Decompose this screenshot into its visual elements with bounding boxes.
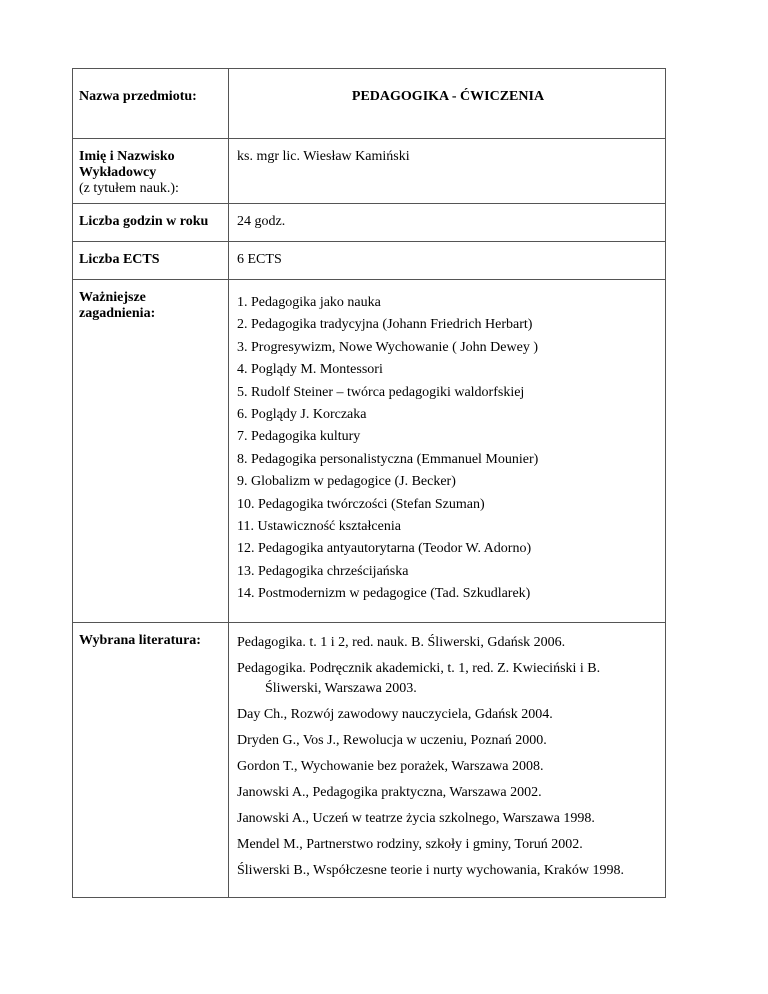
literature-item: Mendel M., Partnerstwo rodziny, szkoły i gminy, Toruń 2002. (237, 836, 583, 852)
topic-item: 2. Pedagogika tradycyjna (Johann Friedrich Herbart) (237, 317, 533, 333)
literature-item: Dryden G., Vos J., Rewolucja w uczeniu, Poznań 2000. (237, 732, 547, 748)
literature-label-cell (73, 622, 229, 897)
hours-value: 24 godz. (229, 204, 666, 242)
literature-item: Śliwerski B., Współczesne teorie i nurty wychowania, Kraków 1998. (237, 862, 624, 878)
subject-value: PEDAGOGIKA - ĆWICZENIA (229, 69, 666, 139)
topic-item: 7. Pedagogika kultury (237, 429, 361, 445)
literature-row (73, 622, 666, 897)
subject-label: Nazwa przedmiotu: (79, 89, 197, 104)
ects-value: 6 ECTS (229, 242, 666, 280)
topic-item: 5. Rudolf Steiner – twórca pedagogiki waldorfskiej (237, 384, 525, 400)
lecturer-label-line-1: Imię i Nazwisko (79, 149, 175, 164)
topic-item: 11. Ustawiczność kształcenia (237, 519, 401, 535)
topic-item: 14. Postmodernizm w pedagogice (Tad. Szkudlarek) (237, 586, 531, 602)
topics-label: Ważniejsze zagadnienia: (79, 290, 156, 321)
literature-item: Janowski A., Pedagogika praktyczna, Warszawa 2002. (237, 784, 542, 800)
hours-row (73, 204, 666, 242)
topic-item: 1. Pedagogika jako nauka (237, 295, 381, 310)
literature-item: Pedagogika. t. 1 i 2, red. nauk. B. Śliwerski, Gdańsk 2006. (237, 634, 566, 650)
topics-label-cell (73, 280, 229, 623)
topic-item: 9. Globalizm w pedagogice (J. Becker) (237, 474, 456, 490)
topics-cell (229, 280, 666, 623)
hours-label-cell (73, 204, 229, 242)
lecturer-value: ks. mgr lic. Wiesław Kamiński (229, 139, 666, 204)
literature-item: Gordon T., Wychowanie bez porażek, Warszawa 2008. (237, 758, 544, 774)
literature-cell (229, 622, 666, 897)
literature-item: Pedagogika. Podręcznik akademicki, t. 1, red. Z. Kwieciński i B. Śliwerski, Warszawa 2003. (237, 660, 601, 696)
literature-list (237, 633, 659, 881)
topics-row (73, 280, 666, 623)
topic-item: 3. Progresywizm, Nowe Wychowanie ( John Dewey ) (237, 339, 538, 355)
ects-label-cell (73, 242, 229, 280)
topic-item: 10. Pedagogika twórczości (Stefan Szuman) (237, 496, 485, 512)
lecturer-row (73, 139, 666, 204)
literature-item: Day Ch., Rozwój zawodowy nauczyciela, Gdańsk 2004. (237, 706, 553, 722)
topics-list (237, 292, 659, 606)
course-info-table (72, 68, 666, 898)
subject-label-cell (73, 69, 229, 139)
topic-item: 6. Poglądy J. Korczaka (237, 407, 367, 423)
lecturer-label-cell (73, 139, 229, 204)
topic-item: 12. Pedagogika antyautorytarna (Teodor W. Adorno) (237, 541, 532, 557)
ects-label: Liczba ECTS (79, 252, 160, 267)
subject-row (73, 69, 666, 139)
lecturer-label-line-2: Wykładowcy (79, 165, 157, 180)
lecturer-label-line-3: (z tytułem nauk.): (79, 181, 179, 196)
literature-item: Janowski A., Uczeń w teatrze życia szkolnego, Warszawa 1998. (237, 810, 595, 826)
ects-row (73, 242, 666, 280)
topic-item: 4. Poglądy M. Montessori (237, 362, 383, 378)
hours-label: Liczba godzin w roku (79, 214, 209, 229)
literature-label: Wybrana literatura: (79, 632, 201, 648)
topic-item: 13. Pedagogika chrześcijańska (237, 563, 409, 579)
topic-item: 8. Pedagogika personalistyczna (Emmanuel Mounier) (237, 451, 539, 467)
